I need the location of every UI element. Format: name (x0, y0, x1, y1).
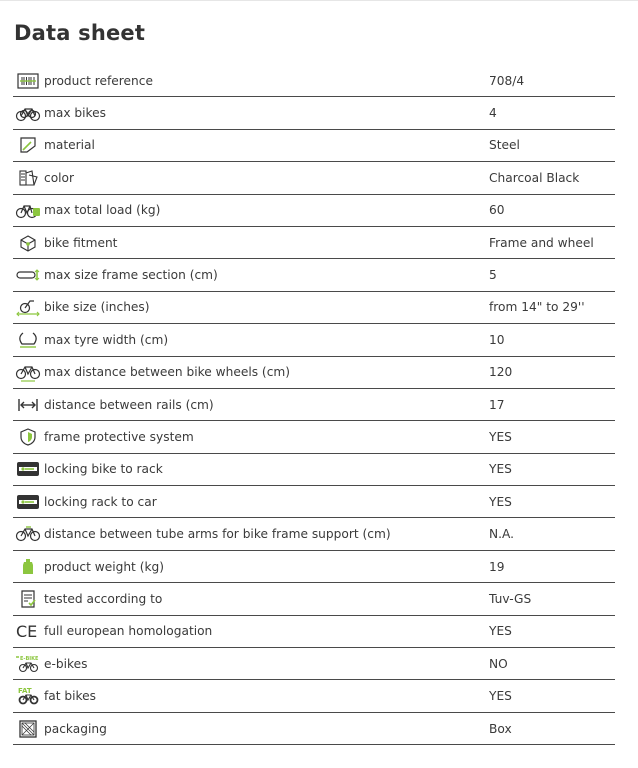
barcode-icon (15, 71, 41, 91)
bike-load-icon (15, 200, 41, 220)
row-label: distance between rails (cm) (44, 397, 214, 412)
row-value: Charcoal Black (489, 170, 580, 185)
row-label: max tyre width (cm) (44, 332, 169, 347)
table-row (13, 518, 615, 550)
row-label: bike size (inches) (44, 300, 150, 315)
fitment-icon (15, 233, 41, 253)
row-value: 708/4 (489, 73, 525, 88)
table-row (13, 324, 615, 356)
row-label: full european homologation (44, 624, 213, 639)
row-label: material (44, 138, 95, 153)
row-label: frame protective system (44, 429, 194, 444)
row-label: bike fitment (44, 235, 118, 250)
row-value: N.A. (489, 527, 514, 542)
table-row (13, 195, 615, 227)
row-label: packaging (44, 721, 107, 736)
rail-distance-icon (15, 395, 41, 415)
data-sheet-table (13, 65, 615, 745)
row-value: Box (489, 721, 512, 736)
table-row (13, 130, 615, 162)
row-value: from 14" to 29'' (489, 300, 585, 315)
row-label: product weight (kg) (44, 559, 165, 574)
certificate-icon (15, 589, 41, 609)
table-row (13, 357, 615, 389)
row-value: Frame and wheel (489, 235, 594, 250)
tyre-width-icon (15, 330, 41, 350)
page-title: Data sheet (14, 21, 146, 45)
row-value: 60 (489, 203, 505, 218)
row-value: 120 (489, 365, 513, 380)
ebike-mark-text: E-BIKE (20, 655, 39, 662)
top-divider (0, 0, 638, 1)
row-label: product reference (44, 73, 153, 88)
row-label: tested according to (44, 591, 163, 606)
table-row (13, 680, 615, 712)
bike-size-icon (15, 297, 41, 317)
row-label: fat bikes (44, 689, 97, 704)
table-row (13, 97, 615, 129)
ce-mark-text: CE (16, 622, 38, 642)
lock-icon (15, 492, 41, 512)
table-row (13, 713, 615, 745)
table-row (13, 65, 615, 97)
row-value: YES (489, 689, 512, 704)
table-row (13, 583, 615, 615)
table-row (13, 648, 615, 680)
ce-icon (15, 621, 41, 641)
row-value: 17 (489, 397, 505, 412)
row-value: Tuv-GS (489, 591, 532, 606)
row-label: color (44, 170, 75, 185)
table-row (13, 227, 615, 259)
fat-mark-text: FAT (18, 687, 32, 696)
frame-section-icon (15, 265, 41, 285)
tube-arms-icon (15, 524, 41, 544)
table-row (13, 454, 615, 486)
row-value: 5 (489, 268, 497, 283)
row-label: locking rack to car (44, 494, 157, 509)
row-value: YES (489, 624, 512, 639)
table-row (13, 389, 615, 421)
row-label: max bikes (44, 106, 107, 121)
weight-icon (15, 557, 41, 577)
row-label: e-bikes (44, 656, 88, 671)
color-swatch-icon (15, 168, 41, 188)
shield-icon (15, 427, 41, 447)
fatbike-icon (15, 686, 41, 706)
row-value: Steel (489, 138, 520, 153)
row-label: distance between tube arms for bike frame support (cm) (44, 527, 391, 542)
row-label: max total load (kg) (44, 203, 161, 218)
table-row (13, 486, 615, 518)
row-value: 19 (489, 559, 505, 574)
wheel-distance-icon (15, 362, 41, 382)
table-row (13, 551, 615, 583)
row-label: locking bike to rack (44, 462, 163, 477)
material-icon (15, 135, 41, 155)
row-value: YES (489, 429, 512, 444)
bikes-icon (15, 103, 41, 123)
lock-icon (15, 459, 41, 479)
table-row (13, 616, 615, 648)
ebike-icon (15, 654, 41, 674)
row-value: YES (489, 494, 512, 509)
row-label: max size frame section (cm) (44, 268, 218, 283)
table-row (13, 259, 615, 291)
row-value: YES (489, 462, 512, 477)
table-row (13, 162, 615, 194)
table-row (13, 421, 615, 453)
row-value: 10 (489, 332, 505, 347)
row-value: 4 (489, 106, 497, 121)
table-row (13, 292, 615, 324)
row-label: max distance between bike wheels (cm) (44, 365, 291, 380)
packaging-icon (15, 719, 41, 739)
row-value: NO (489, 656, 508, 671)
